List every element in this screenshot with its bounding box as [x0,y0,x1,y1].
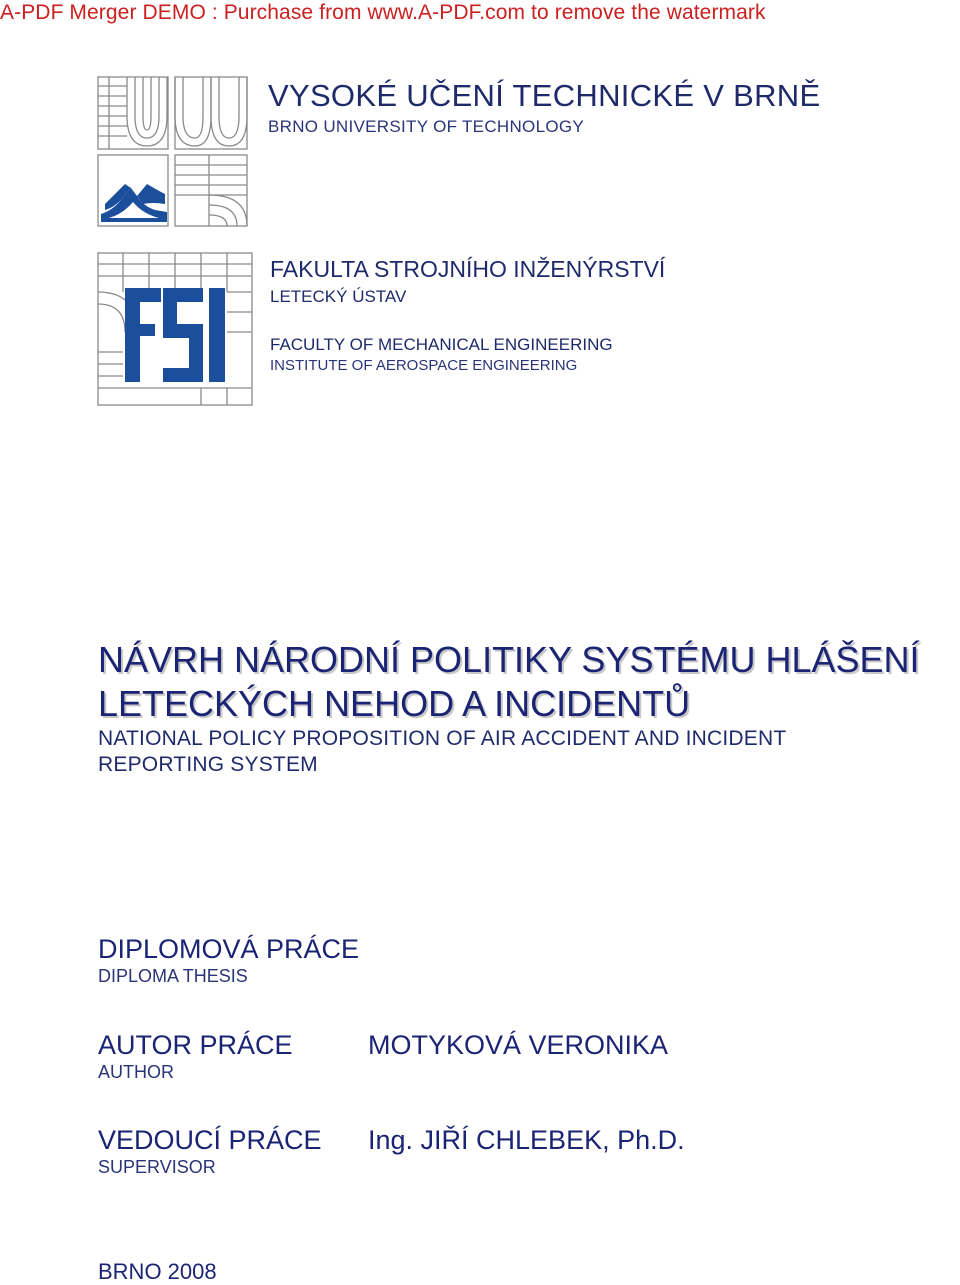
vut-logo-icon [97,76,251,228]
watermark-banner: A-PDF Merger DEMO : Purchase from www.A-PDF.com to remove the watermark [0,1,766,24]
author-label-en: AUTHOR [98,1062,174,1082]
thesis-title-en: NATIONAL POLICY PROPOSITION OF AIR ACCIDENT AND INCIDENT REPORTING SYSTEM [98,727,786,776]
author-label-cz: AUTOR PRÁCE [98,1030,293,1060]
supervisor-label-en: SUPERVISOR [98,1157,216,1177]
author-name: MOTYKOVÁ VERONIKA [368,1030,669,1060]
institute-name-en: INSTITUTE OF AEROSPACE ENGINEERING [270,357,578,374]
university-name-cz: VYSOKÉ UČENÍ TECHNICKÉ V BRNĚ [268,78,821,113]
thesis-type-en: DIPLOMA THESIS [98,966,248,986]
faculty-name-cz: FAKULTA STROJNÍHO INŽENÝRSTVÍ [270,256,666,282]
fsi-logo-icon [97,252,255,408]
university-name-en: BRNO UNIVERSITY OF TECHNOLOGY [268,117,585,136]
institute-name-cz: LETECKÝ ÚSTAV [270,287,407,306]
faculty-name-en: FACULTY OF MECHANICAL ENGINEERING [270,335,613,354]
supervisor-label-cz: VEDOUCÍ PRÁCE [98,1125,322,1155]
supervisor-name: Ing. JIŘÍ CHLEBEK, Ph.D. [368,1125,685,1155]
thesis-type-cz: DIPLOMOVÁ PRÁCE [98,934,360,964]
thesis-title-cz: NÁVRH NÁRODNÍ POLITIKY SYSTÉMU HLÁŠENÍ LETECKÝCH NEHOD A INCIDENTŮ [98,639,920,724]
city-year: BRNO 2008 [98,1259,217,1284]
